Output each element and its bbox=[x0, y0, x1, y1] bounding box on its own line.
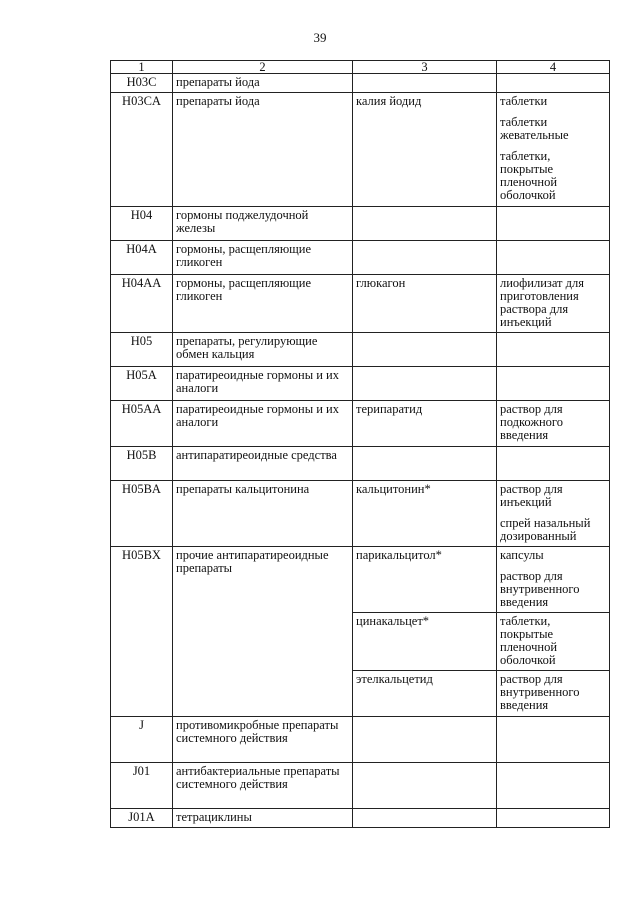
drug-name-cell bbox=[353, 447, 497, 481]
dosage-forms-cell bbox=[497, 717, 610, 763]
group-name-cell: препараты йода bbox=[173, 74, 353, 93]
dosage-form: раствор для внутривенного введения bbox=[500, 672, 580, 712]
atc-code-cell: H04A bbox=[111, 241, 173, 275]
group-name-cell: антибактериальные препараты системного действия bbox=[173, 763, 353, 809]
table-body bbox=[111, 74, 610, 828]
drug-name-cell bbox=[353, 367, 497, 401]
atc-code-cell: H05BA bbox=[111, 481, 173, 547]
drug-classification-table bbox=[110, 60, 610, 828]
dosage-form: капсулы bbox=[500, 548, 544, 562]
atc-code-cell: H04AA bbox=[111, 275, 173, 333]
dosage-forms-cell bbox=[497, 763, 610, 809]
dosage-form: раствор для внутривенного введения bbox=[500, 569, 580, 609]
group-name-cell: гормоны, расщепляющие гликоген bbox=[173, 241, 353, 275]
dosage-forms-cell bbox=[497, 74, 610, 93]
drug-name-cell: калия йодид bbox=[353, 93, 497, 207]
drug-name-cell: цинакальцет* bbox=[353, 613, 497, 671]
drug-name-cell: кальцитонин* bbox=[353, 481, 497, 547]
dosage-forms-cell bbox=[497, 671, 610, 717]
header-col-2: 2 bbox=[173, 61, 353, 74]
atc-code-cell: H05B bbox=[111, 447, 173, 481]
header-col-3: 3 bbox=[353, 61, 497, 74]
drug-name-cell: этелкальцетид bbox=[353, 671, 497, 717]
dosage-form: спрей назальный дозированный bbox=[500, 516, 591, 543]
table-row bbox=[111, 547, 610, 613]
table-row bbox=[111, 275, 610, 333]
table-row bbox=[111, 447, 610, 481]
table-row bbox=[111, 717, 610, 763]
table-row bbox=[111, 367, 610, 401]
drug-name-cell bbox=[353, 241, 497, 275]
atc-code-cell: H05BX bbox=[111, 547, 173, 717]
atc-code-cell: J01A bbox=[111, 809, 173, 828]
dosage-form: таблетки, покрытые пленочной оболочкой bbox=[500, 614, 558, 667]
group-name-cell: тетрациклины bbox=[173, 809, 353, 828]
atc-code-cell: H05AA bbox=[111, 401, 173, 447]
group-name-cell: препараты кальцитонина bbox=[173, 481, 353, 547]
drug-name-cell bbox=[353, 763, 497, 809]
dosage-form: таблетки, покрытые пленочной оболочкой bbox=[500, 149, 558, 202]
group-name-cell: препараты, регулирующие обмен кальция bbox=[173, 333, 353, 367]
header-col-4: 4 bbox=[497, 61, 610, 74]
atc-code-cell: H03CA bbox=[111, 93, 173, 207]
dosage-forms-cell bbox=[497, 275, 610, 333]
atc-code-cell: H05A bbox=[111, 367, 173, 401]
dosage-form: лиофилизат для приготовления раствора для инъекций bbox=[500, 276, 584, 329]
dosage-forms-cell bbox=[497, 93, 610, 207]
atc-code-cell: H03C bbox=[111, 74, 173, 93]
table-row bbox=[111, 93, 610, 207]
dosage-forms-cell bbox=[497, 481, 610, 547]
drug-name-cell bbox=[353, 207, 497, 241]
drug-name-cell: глюкагон bbox=[353, 275, 497, 333]
table-row bbox=[111, 333, 610, 367]
drug-name-cell bbox=[353, 717, 497, 763]
dosage-forms-cell bbox=[497, 401, 610, 447]
drug-name-cell bbox=[353, 809, 497, 828]
dosage-form: таблетки bbox=[500, 94, 548, 108]
table-row bbox=[111, 74, 610, 93]
group-name-cell: препараты йода bbox=[173, 93, 353, 207]
header-col-1: 1 bbox=[111, 61, 173, 74]
dosage-form: раствор для инъекций bbox=[500, 482, 563, 509]
drug-name-cell bbox=[353, 74, 497, 93]
atc-code-cell: H04 bbox=[111, 207, 173, 241]
dosage-forms-cell bbox=[497, 547, 610, 613]
dosage-form: раствор для подкожного введения bbox=[500, 402, 563, 442]
atc-code-cell: H05 bbox=[111, 333, 173, 367]
dosage-form: таблетки жевательные bbox=[500, 115, 569, 142]
dosage-forms-cell bbox=[497, 613, 610, 671]
dosage-forms-cell bbox=[497, 241, 610, 275]
group-name-cell: паратиреоидные гормоны и их аналоги bbox=[173, 367, 353, 401]
table-row bbox=[111, 809, 610, 828]
atc-code-cell: J01 bbox=[111, 763, 173, 809]
dosage-forms-cell bbox=[497, 447, 610, 481]
table-row bbox=[111, 401, 610, 447]
table-row bbox=[111, 763, 610, 809]
group-name-cell: гормоны, расщепляющие гликоген bbox=[173, 275, 353, 333]
table-row bbox=[111, 241, 610, 275]
dosage-forms-cell bbox=[497, 333, 610, 367]
group-name-cell: противомикробные препараты системного действия bbox=[173, 717, 353, 763]
table-header-row bbox=[111, 61, 610, 74]
dosage-forms-cell bbox=[497, 809, 610, 828]
dosage-forms-cell bbox=[497, 367, 610, 401]
group-name-cell: прочие антипаратиреоидные препараты bbox=[173, 547, 353, 717]
drug-name-cell: терипаратид bbox=[353, 401, 497, 447]
group-name-cell: антипаратиреоидные средства bbox=[173, 447, 353, 481]
drug-name-cell bbox=[353, 333, 497, 367]
table-row bbox=[111, 207, 610, 241]
atc-code-cell: J bbox=[111, 717, 173, 763]
page-number: 39 bbox=[313, 30, 327, 45]
group-name-cell: гормоны поджелудочной железы bbox=[173, 207, 353, 241]
group-name-cell: паратиреоидные гормоны и их аналоги bbox=[173, 401, 353, 447]
dosage-forms-cell bbox=[497, 207, 610, 241]
table-row bbox=[111, 481, 610, 547]
drug-name-cell: парикальцитол* bbox=[353, 547, 497, 613]
